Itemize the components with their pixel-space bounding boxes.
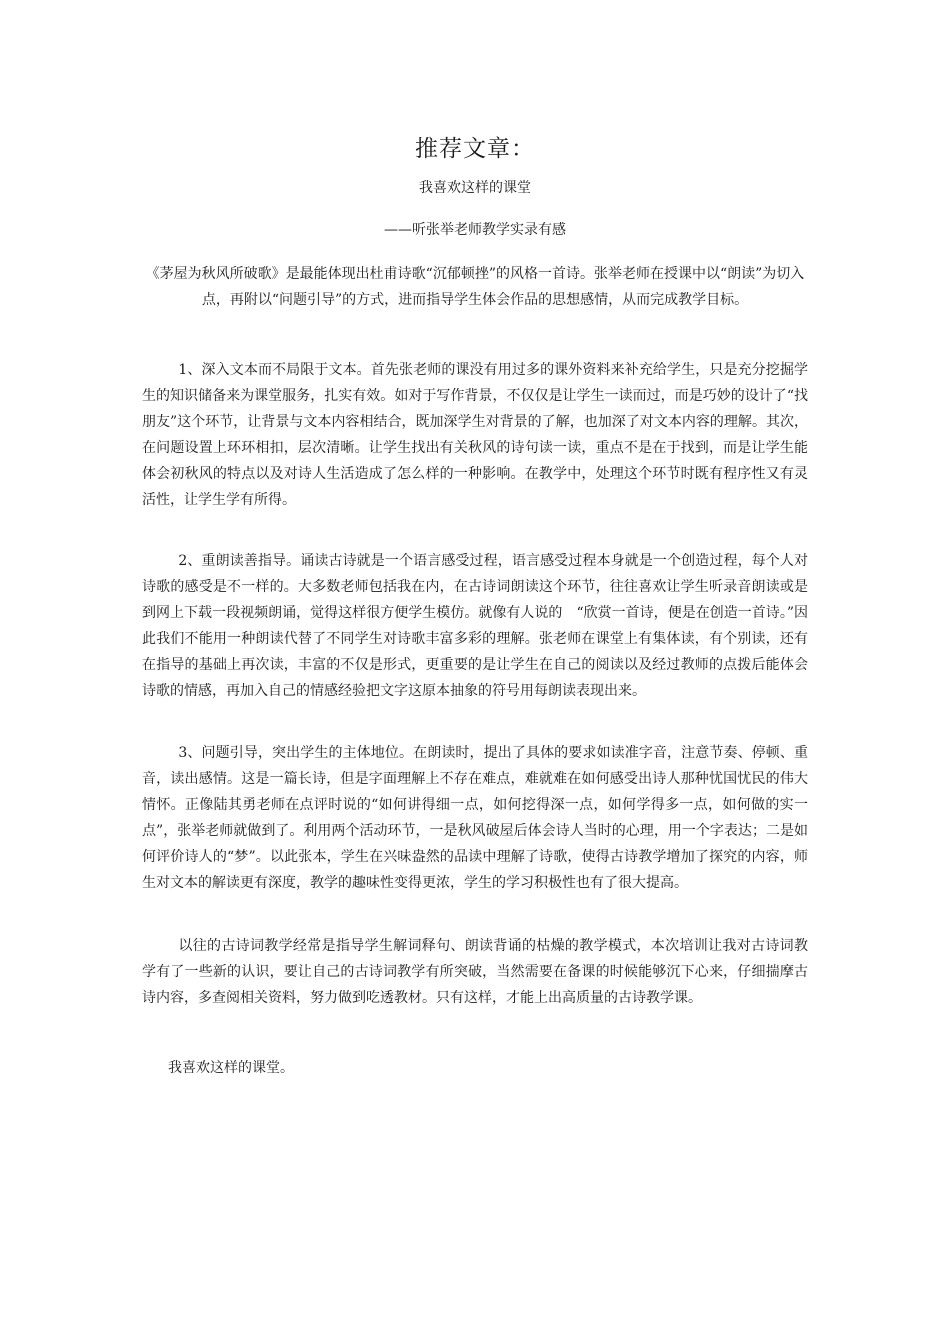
body-paragraph-3: 3、问题引导，突出学生的主体地位。在朗读时，提出了具体的要求如读准字音，注意节奏、停顿、重音，读出感情。这是一篇长诗，但是字面理解上不存在难点，难就难在如何感受出诗人那种忧国忧民的伟大情怀。正像陆其勇老师在点评时说的“如何讲得细一点，如何挖得深一点，如何学得多一点，如何做的实一点”，张举老师就做到了。利用两个活动环节，一是秋风破屋后体会诗人当时的心理，用一个字表达；二是如何评价诗人的“梦”。以此张本，学生在兴味盎然的品读中理解了诗歌，使得古诗教学增加了探究的内容，师生对文本的解读更有深度，教学的趣味性变得更浓，学生的学习积极性也有了很大提高。 [142, 745, 808, 891]
article-byline: ——听张举老师教学实录有感 [384, 222, 566, 238]
article-title: 推荐文章： [415, 136, 535, 162]
body-paragraph-2: 2、重朗读善指导。诵读古诗就是一个语言感受过程，语言感受过程本身就是一个创造过程，每个人对诗歌的感受是不一样的。大多数老师包括我在内，在古诗词朗读这个环节，往往喜欢让学生听录音朗读或是到网上下载一段视频朗诵，觉得这样很方便学生模仿。就像有人说的 “欣赏一首诗，便是在创造一首诗。”因此我们不能用一种朗读代替了不同学生对诗歌丰富多彩的理解。张老师在课堂上有集体读，有个别读，还有在指导的基础上再次读，丰富的不仅是形式，更重要的是让学生在自己的阅读以及经过教师的点拨后能体会诗歌的情感，再加入自己的情感经验把文字这原本抽象的符号用每朗读表现出来。 [142, 553, 808, 699]
body-paragraph-4: 以往的古诗词教学经常是指导学生解词释句、朗读背诵的枯燥的教学模式，本次培训让我对古诗词教学有了一些新的认识，要让自己的古诗词教学有所突破，当然需要在备课的时候能够沉下心来，仔细揣摩古诗内容，多查阅相关资料，努力做到吃透教材。只有这样，才能上出高质量的古诗教学课。 [142, 938, 808, 1006]
intro-paragraph: 《茅屋为秋风所破歌》是最能体现出杜甫诗歌“沉郁顿挫”的风格一首诗。张举老师在授课中以“朗读”为切入点，再附以“问题引导”的方式，进而指导学生体会作品的思想感情，从而完成教学目标。 [145, 266, 805, 308]
closing-line: 我喜欢这样的课堂。 [168, 1060, 294, 1076]
article-subtitle: 我喜欢这样的课堂 [419, 180, 531, 196]
body-paragraph-1: 1、深入文本而不局限于文本。首先张老师的课没有用过多的课外资料来补充给学生，只是充分挖掘学生的知识储备来为课堂服务，扎实有效。如对于写作背景，不仅仅是让学生一读而过，而是巧妙的设计了“找朋友”这个环节，让背景与文本内容相结合，既加深学生对背景的了解，也加深了对文本内容的理解。其次，在问题设置上环环相扣，层次清晰。让学生找出有关秋风的诗句读一读，重点不是在于找到，而是让学生能体会初秋风的特点以及对诗人生活造成了怎么样的一种影响。在教学中，处理这个环节时既有程序性又有灵活性，让学生学有所得。 [142, 362, 808, 508]
